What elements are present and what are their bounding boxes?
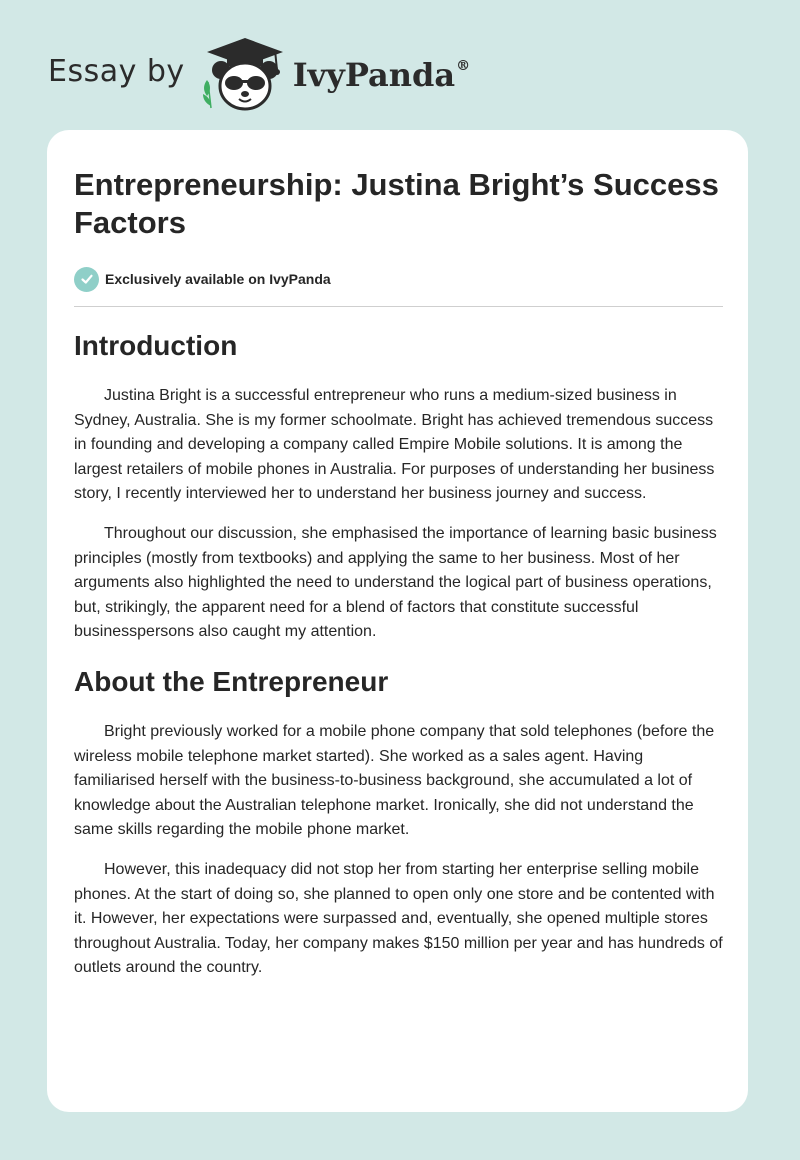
essay-card [47,130,748,1112]
site-header [48,36,470,112]
essay-title: Entrepreneurship: Justina Bright’s Success Factors [74,167,719,240]
essay-by-label: Essay by [48,53,185,89]
paragraph: Throughout our discussion, she emphasised the importance of learning basic business principles (mostly from textbooks) and applying the same to her business. Most of her arguments also highlighted the need to understand the logical part of business operations, but, strikingly, the apparent need for a blend of factors that constitute successful businesspersons also caught my attention. [74,524,717,641]
title-divider [74,306,723,307]
paragraph: Justina Bright is a successful entrepreneur who runs a medium-sized business in Sydney, Australia. She is my former schoolmate. Bright has achieved tremendous success in founding and developing a company called Empire Mobile solutions. It is among the largest retailers of mobile phones in Australia. For purposes of understanding her business story, I recently interviewed her to understand her business journey and success. [74,387,715,503]
registered-mark: ® [456,58,471,74]
check-circle-icon [74,267,99,292]
exclusive-badge [74,266,723,292]
paragraph: Bright previously worked for a mobile phone company that sold telephones (before the wireless mobile telephone market started). She worked as a sales agent. Having familiarised herself with the business-to-business background, she accumulated a lot of knowledge about the Australian telephone market. Ironically, she did not understand the same skills regarding the mobile phone market. [74,722,715,839]
section-heading-introduction: Introduction [74,330,238,361]
paragraph: However, this inadequacy did not stop her from starting her enterprise selling mobile phones. At the start of doing so, she planned to open only one store and be contented with it. However, her expectations were surpassed and, eventually, she opened multiple stores throughout Australia. Today, her company makes $150 million per year and has hundreds of outlets around the country. [74,860,723,977]
exclusive-badge-label: Exclusively available on IvyPanda [105,271,331,287]
section-heading-about-entrepreneur: About the Entrepreneur [74,665,389,697]
brand-name[interactable]: IvyPanda® [292,56,471,94]
essay-content [74,166,723,981]
panda-logo-icon[interactable] [199,36,291,112]
